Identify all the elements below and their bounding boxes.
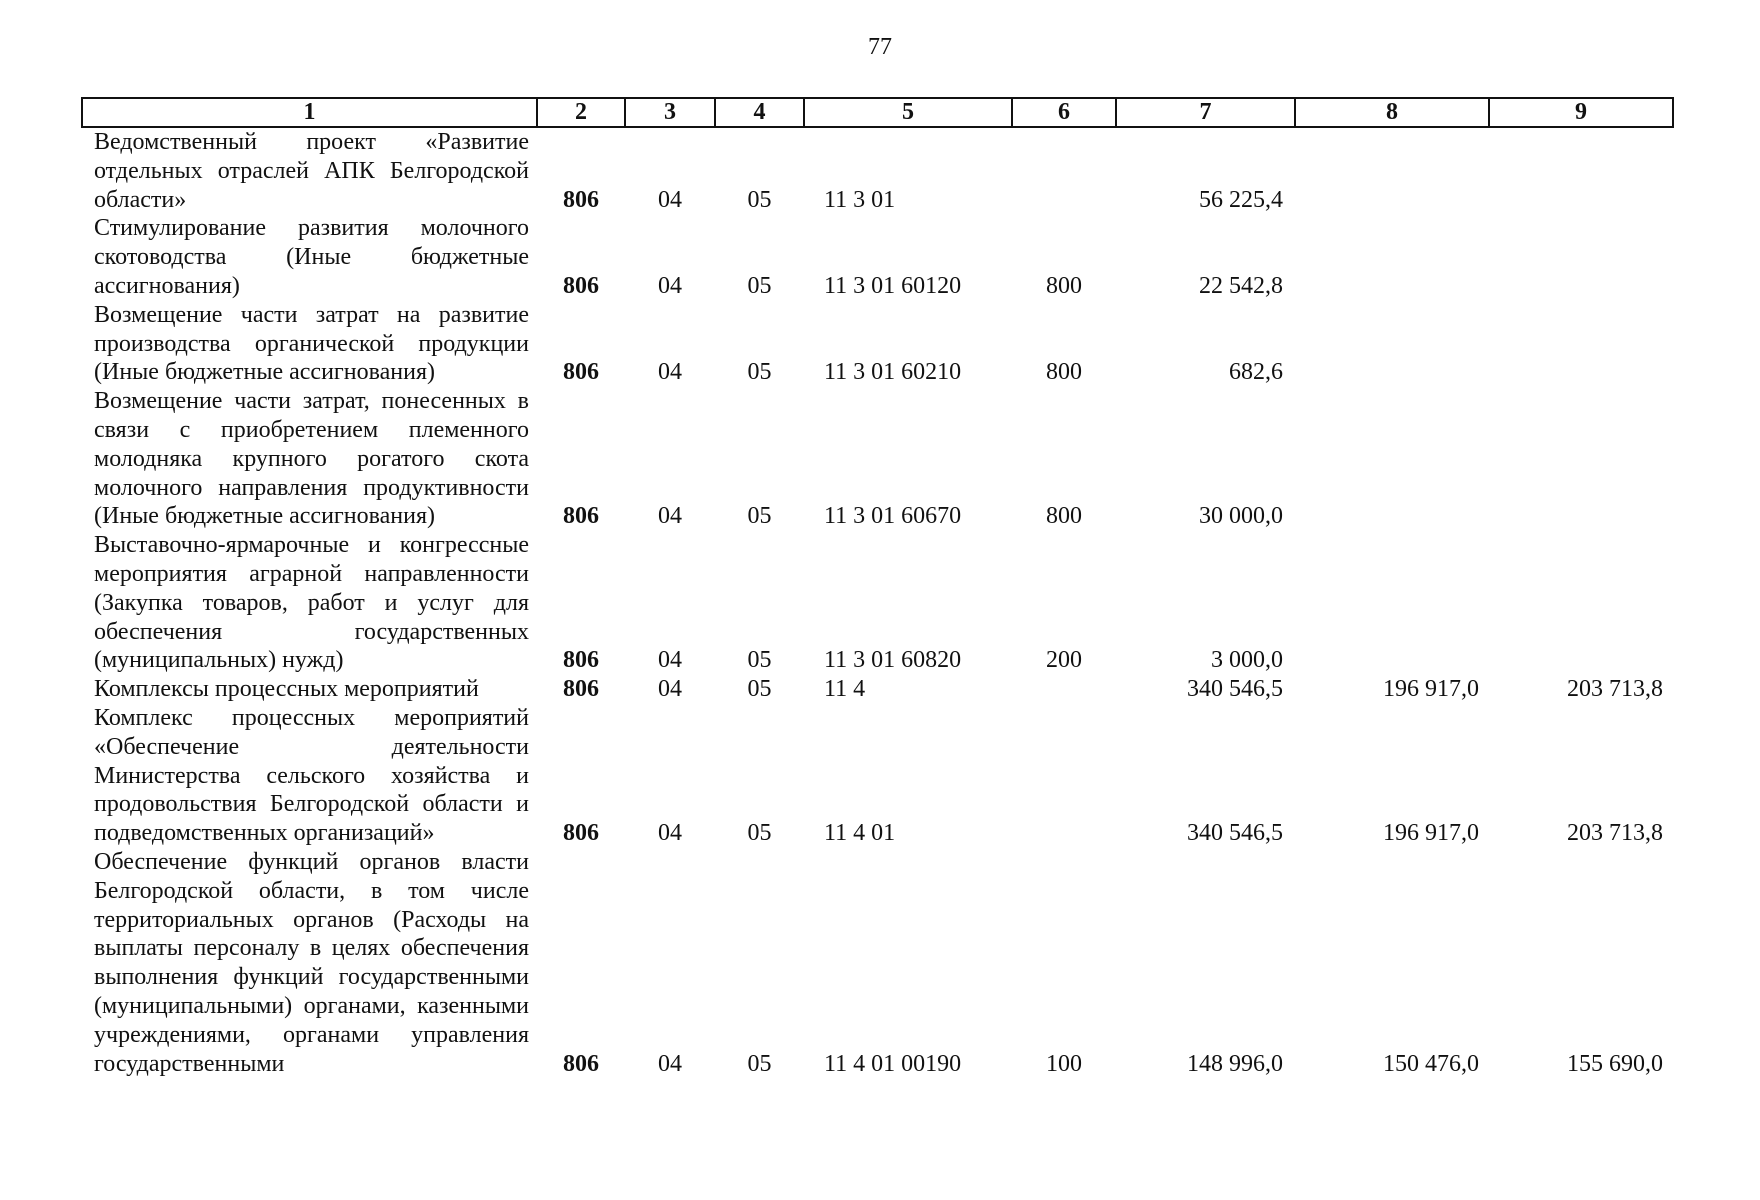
- column-header: 6: [1012, 98, 1116, 127]
- grbs-code: 806: [563, 503, 599, 530]
- section-code: 04: [658, 272, 682, 299]
- target-article-code: 11 4: [824, 676, 866, 703]
- amount-year-3: [1489, 214, 1673, 300]
- amount-year-1: 56 225,4: [1199, 186, 1283, 213]
- expense-type-code: 100: [1046, 1050, 1082, 1077]
- section-code: 04: [658, 503, 682, 530]
- amount-year-3: 155 690,0: [1567, 1050, 1663, 1077]
- column-header: 3: [625, 98, 715, 127]
- subsection-code: 05: [747, 272, 772, 299]
- amount-year-2: [1295, 127, 1489, 214]
- target-article-code: 11 3 01 60120: [824, 272, 962, 299]
- amount-year-2: [1295, 214, 1489, 300]
- expense-name: Комплексы процессных мероприятий: [94, 676, 479, 703]
- expense-name: Выставочно-ярмарочные и конгрессные мероприятия аграрной направленности (Закупка товаров, работ и услуг для обеспечения государственных (муниципальных) нужд): [94, 532, 529, 674]
- column-header: 8: [1295, 98, 1489, 127]
- expense-name: Возмещение части затрат, понесенных в связи с приобретением племенного молодняка крупного рогатого скота молочного направления продуктивности (Иные бюджетные ассигнования): [94, 388, 529, 530]
- amount-year-2: 150 476,0: [1383, 1050, 1479, 1077]
- section-code: 04: [658, 676, 682, 703]
- column-header: 9: [1489, 98, 1673, 127]
- column-header: 2: [537, 98, 625, 127]
- grbs-code: 806: [563, 186, 599, 213]
- grbs-code: 806: [563, 820, 599, 847]
- column-header: 5: [804, 98, 1012, 127]
- table-row: [82, 127, 1673, 214]
- expense-type-code: 800: [1046, 272, 1082, 299]
- subsection-code: 05: [747, 1050, 772, 1077]
- page-number: 77: [868, 34, 892, 60]
- amount-year-2: 196 917,0: [1383, 676, 1479, 703]
- subsection-code: 05: [747, 186, 772, 213]
- target-article-code: 11 3 01: [824, 186, 896, 213]
- section-code: 04: [658, 186, 682, 213]
- amount-year-3: [1489, 531, 1673, 675]
- table-row: [82, 675, 1673, 704]
- table-row: [82, 387, 1673, 531]
- grbs-code: 806: [563, 1050, 599, 1077]
- amount-year-2: [1295, 531, 1489, 675]
- section-code: 04: [658, 359, 682, 386]
- column-header: 4: [715, 98, 804, 127]
- table-row: [82, 704, 1673, 848]
- amount-year-3: 203 713,8: [1567, 820, 1663, 847]
- table-row: [82, 531, 1673, 675]
- target-article-code: 11 4 01: [824, 820, 896, 847]
- amount-year-1: 682,6: [1229, 359, 1283, 386]
- table-row: [82, 214, 1673, 300]
- target-article-code: 11 3 01 60670: [824, 503, 962, 530]
- table-row: [82, 301, 1673, 387]
- section-code: 04: [658, 820, 682, 847]
- amount-year-3: [1489, 127, 1673, 214]
- expense-type-code: [1012, 675, 1116, 704]
- expense-type-code: 200: [1046, 647, 1082, 674]
- subsection-code: 05: [747, 820, 772, 847]
- expense-name: Обеспечение функций органов власти Белгородской области, в том числе территориальных органов (Расходы на выплаты персоналу в целях обеспечения выполнения функций государственными (муниципальными) органами, казенными учреждениями, органами управления государственными: [94, 848, 529, 1077]
- amount-year-2: 196 917,0: [1383, 820, 1479, 847]
- target-article-code: 11 3 01 60210: [824, 359, 962, 386]
- amount-year-1: 3 000,0: [1211, 647, 1283, 674]
- column-header: 7: [1116, 98, 1295, 127]
- expense-type-code: [1012, 704, 1116, 848]
- subsection-code: 05: [747, 503, 772, 530]
- amount-year-1: 30 000,0: [1199, 503, 1283, 530]
- expense-name: Комплекс процессных мероприятий «Обеспечение деятельности Министерства сельского хозяйства и продовольствия Белгородской области и подведомственных организаций»: [94, 704, 529, 847]
- target-article-code: 11 3 01 60820: [824, 647, 962, 674]
- expense-type-code: 800: [1046, 359, 1082, 386]
- subsection-code: 05: [747, 647, 772, 674]
- subsection-code: 05: [747, 359, 772, 386]
- amount-year-3: [1489, 387, 1673, 531]
- amount-year-1: 340 546,5: [1187, 676, 1283, 703]
- target-article-code: 11 4 01 00190: [824, 1050, 962, 1077]
- header-row: [82, 98, 1673, 127]
- grbs-code: 806: [563, 676, 599, 703]
- expense-name: Стимулирование развития молочного скотоводства (Иные бюджетные ассигнования): [94, 215, 529, 299]
- grbs-code: 806: [563, 272, 599, 299]
- amount-year-2: [1295, 301, 1489, 387]
- amount-year-3: 203 713,8: [1567, 676, 1663, 703]
- amount-year-1: 22 542,8: [1199, 272, 1283, 299]
- expense-name: Ведомственный проект «Развитие отдельных отраслей АПК Белгородской области»: [94, 129, 529, 213]
- column-header: 1: [82, 98, 537, 127]
- amount-year-2: [1295, 387, 1489, 531]
- expense-type-code: [1012, 127, 1116, 214]
- grbs-code: 806: [563, 359, 599, 386]
- amount-year-1: 148 996,0: [1187, 1050, 1283, 1077]
- section-code: 04: [658, 647, 682, 674]
- amount-year-3: [1489, 301, 1673, 387]
- table-row: [82, 848, 1673, 1078]
- subsection-code: 05: [747, 676, 772, 703]
- grbs-code: 806: [563, 647, 599, 674]
- section-code: 04: [658, 1050, 682, 1077]
- expense-name: Возмещение части затрат на развитие производства органической продукции (Иные бюджетные ассигнования): [94, 301, 529, 386]
- amount-year-1: 340 546,5: [1187, 820, 1283, 847]
- expense-type-code: 800: [1046, 503, 1082, 530]
- budget-table: [81, 97, 1674, 1078]
